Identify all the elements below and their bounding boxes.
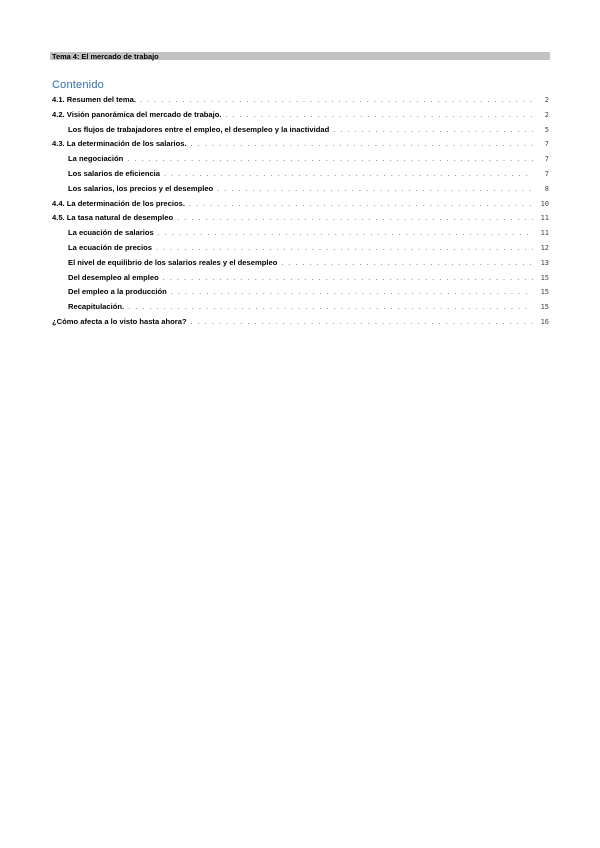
toc-page-number: 7 (544, 169, 549, 178)
toc-entry-label: ¿Cómo afecta a lo visto hasta ahora? (52, 316, 187, 326)
toc-entry[interactable] (52, 300, 549, 315)
toc-page-number: 15 (540, 273, 549, 282)
toc-entry-label: Los flujos de trabajadores entre el empleo, el desempleo y la inactividad (68, 124, 330, 134)
document-header-title: Tema 4: El mercado de trabajo (52, 51, 159, 61)
toc-leader-dots (191, 316, 533, 331)
toc-heading: Contenido (52, 79, 104, 91)
toc-entry[interactable] (52, 285, 549, 300)
toc-page-number: 7 (544, 155, 549, 164)
toc-page-number: 10 (540, 199, 549, 208)
toc-leader-dots (128, 301, 533, 316)
toc-leader-dots (333, 124, 533, 139)
toc-page-number: 2 (544, 110, 549, 119)
toc-leader-dots (164, 168, 533, 183)
toc-leader-dots (177, 212, 533, 227)
toc-entry-label: 4.1. Resumen del tema. (52, 95, 136, 104)
toc-leader-dots (158, 227, 533, 242)
toc-page-number: 15 (540, 288, 549, 297)
toc-page-number: 12 (540, 243, 549, 252)
toc-entry[interactable] (52, 197, 549, 212)
toc-page-number: 16 (540, 317, 549, 326)
toc-entry[interactable] (52, 167, 549, 182)
toc-entry-label: El nivel de equilibrio de los salarios reales y el desempleo (68, 257, 278, 267)
toc-entry[interactable] (52, 182, 549, 197)
toc-leader-dots (189, 198, 533, 213)
toc-page-number: 15 (540, 303, 549, 312)
toc-entry-label: La ecuación de salarios (68, 228, 154, 238)
toc-page-number: 11 (540, 214, 549, 223)
toc-page-number: 5 (544, 125, 549, 134)
toc-leader-dots (226, 109, 533, 124)
toc-page-number: 11 (540, 229, 549, 238)
toc-page-number: 13 (540, 258, 549, 267)
toc-leader-dots (281, 257, 533, 272)
toc-entry[interactable] (52, 211, 549, 226)
toc-entry-label: Los salarios, los precios y el desempleo (68, 183, 214, 193)
toc-leader-dots (156, 242, 533, 257)
toc-entry[interactable] (52, 315, 549, 330)
toc-entry-label: 4.3. La determinación de los salarios. (52, 139, 187, 149)
table-of-contents (52, 93, 549, 330)
toc-entry[interactable] (52, 256, 549, 271)
toc-entry-label: 4.5. La tasa natural de desempleo (52, 213, 174, 223)
toc-leader-dots (163, 272, 533, 287)
toc-leader-dots (191, 138, 533, 153)
toc-entry[interactable] (52, 226, 549, 241)
toc-entry-label: Del desempleo al empleo (68, 272, 159, 282)
toc-entry[interactable] (52, 93, 549, 108)
toc-entry-label: 4.2. Visión panorámica del mercado de trabajo. (52, 109, 222, 119)
toc-page-number: 8 (544, 184, 549, 193)
toc-entry-label: La negociación (68, 154, 124, 164)
toc-leader-dots (140, 94, 533, 109)
toc-entry-label: Recapitulación. (68, 302, 125, 312)
toc-entry[interactable] (52, 108, 549, 123)
toc-leader-dots (171, 286, 533, 301)
toc-leader-dots (127, 153, 533, 168)
toc-entry-label: 4.4. La determinación de los precios. (52, 198, 185, 208)
toc-entry-label: La ecuación de precios (68, 242, 152, 252)
toc-entry[interactable] (52, 241, 549, 256)
toc-page-number: 2 (544, 96, 549, 104)
toc-leader-dots (217, 183, 533, 198)
toc-entry[interactable] (52, 123, 549, 138)
toc-entry-label: Los salarios de eficiencia (68, 168, 161, 178)
toc-entry[interactable] (52, 152, 549, 167)
toc-entry-label: Del empleo a la producción (68, 287, 167, 297)
toc-entry[interactable] (52, 137, 549, 152)
toc-entry[interactable] (52, 271, 549, 286)
toc-page-number: 7 (544, 140, 549, 149)
